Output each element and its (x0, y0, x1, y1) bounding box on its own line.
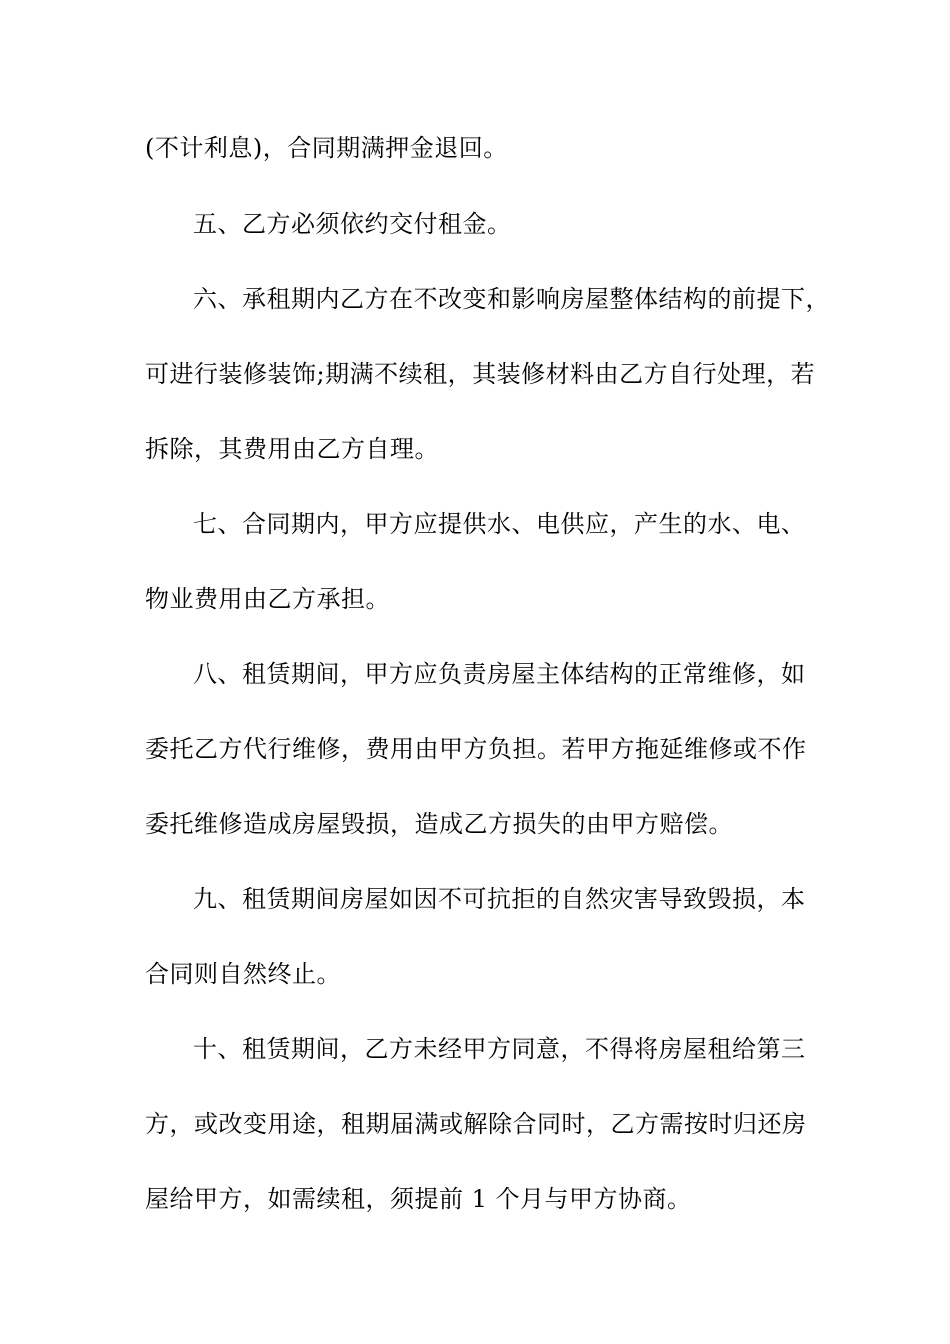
clause-10-line: 十、租赁期间，乙方未经甲方同意，不得将房屋租给第三 (193, 1035, 806, 1063)
clause-6-line: 六、承租期内乙方在不改变和影响房屋整体结构的前提下， (193, 285, 830, 313)
text-line: 拆除，其费用由乙方自理。 (145, 435, 439, 463)
text-line: 委托乙方代行维修，费用由甲方负担。若甲方拖延维修或不作 (145, 735, 807, 763)
text-line: 物业费用由乙方承担。 (145, 585, 390, 613)
clause-7-line: 七、合同期内，甲方应提供水、电供应，产生的水、电、 (193, 510, 806, 538)
text-line: (不计利息)，合同期满押金退回。 (145, 134, 508, 162)
clause-8-line: 八、租赁期间，甲方应负责房屋主体结构的正常维修，如 (193, 660, 806, 688)
text-line: 委托维修造成房屋毁损，造成乙方损失的由甲方赔偿。 (145, 810, 733, 838)
clause-9-line: 九、租赁期间房屋如因不可抗拒的自然灾害导致毁损，本 (193, 885, 806, 913)
text-line: 方，或改变用途，租期届满或解除合同时，乙方需按时归还房 (145, 1110, 807, 1138)
clause-5-line: 五、乙方必须依约交付租金。 (193, 210, 512, 238)
text-line: 可进行装修装饰;期满不续租，其装修材料由乙方自行处理，若 (145, 360, 816, 388)
text-line: 合同则自然终止。 (145, 960, 341, 988)
text-line: 屋给甲方，如需续租，须提前 1 个月与甲方协商。 (145, 1185, 692, 1213)
